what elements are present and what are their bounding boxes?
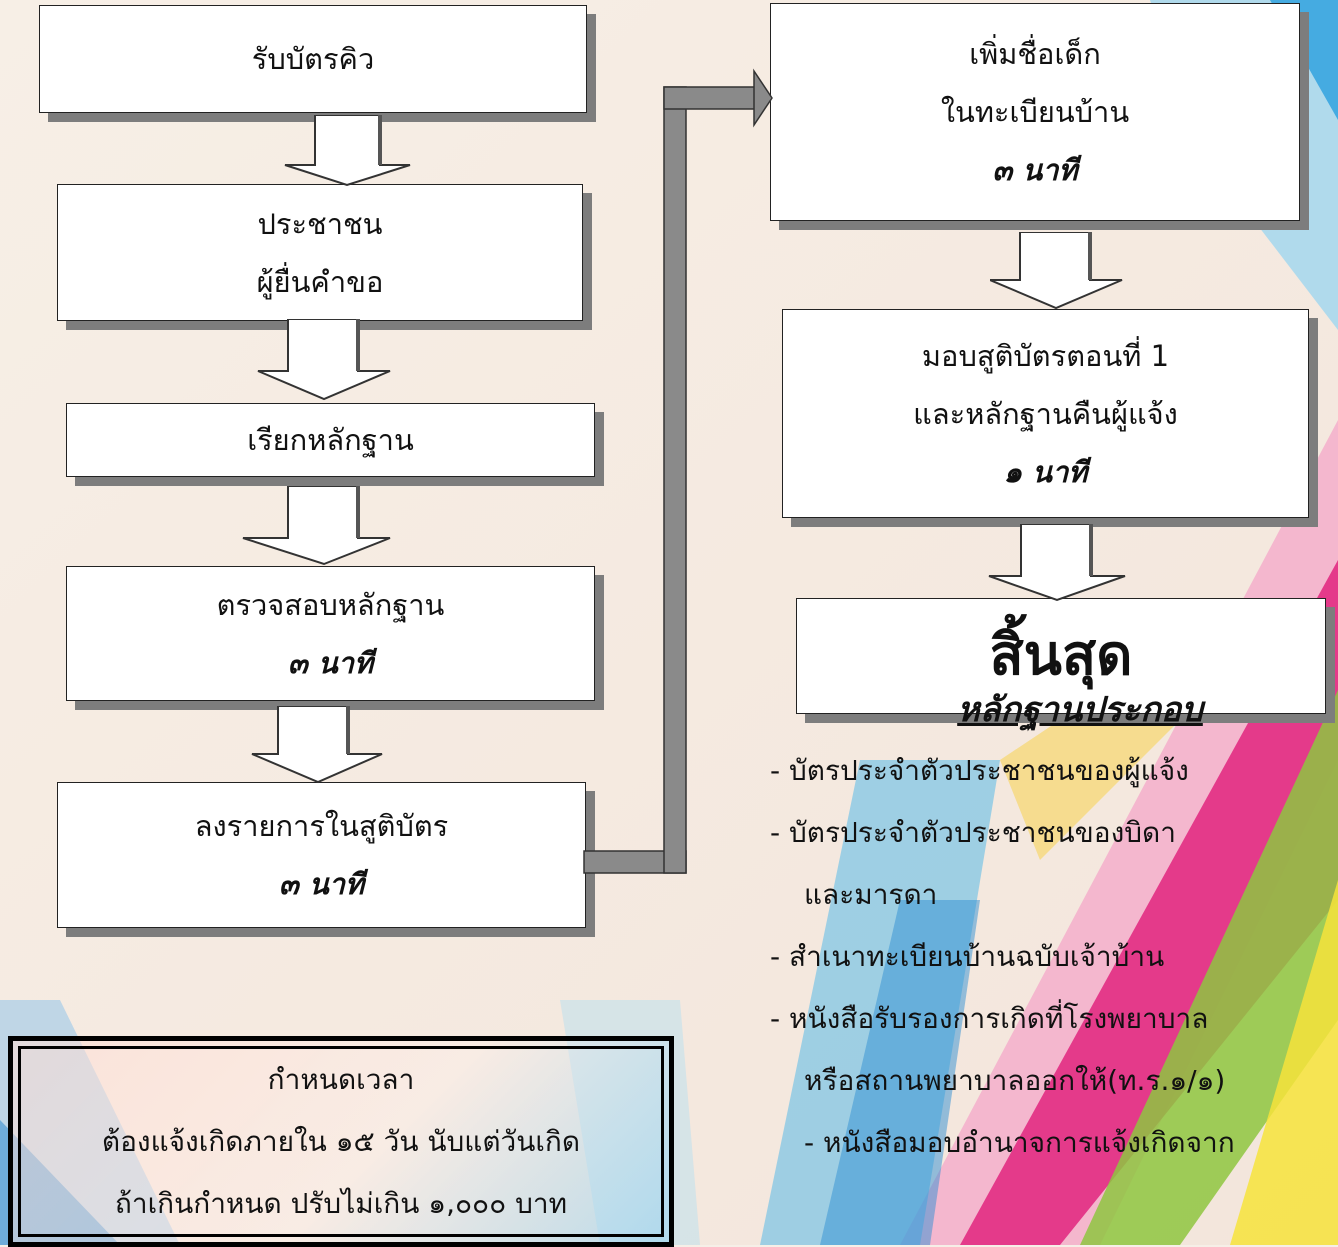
step-time: ๓ นาที <box>278 867 365 901</box>
step-time: ๓ นาที <box>287 645 374 680</box>
end-label: สิ้นสุด <box>989 623 1133 688</box>
step-get-queue <box>39 5 587 113</box>
step-request-evidence <box>66 403 595 477</box>
evidence-item: - บัตรประจำตัวประชาชนของผู้แจ้ง <box>770 754 1189 787</box>
down-arrow-icon <box>255 115 425 187</box>
evidence-item: หรือสถานพยาบาลออกให้(ท.ร.๑/๑) <box>804 1064 1226 1097</box>
down-arrow-icon <box>990 232 1160 310</box>
deadline-line: ถ้าเกินกำหนด ปรับไม่เกิน ๑,๐๐๐ บาท <box>114 1186 568 1220</box>
step-label: ลงรายการในสูติบัตร <box>194 809 449 843</box>
step-label: ประชาชน <box>257 206 383 241</box>
down-arrow-icon <box>240 706 410 784</box>
step-label: ผู้ยื่นคำขอ <box>256 264 384 299</box>
down-arrow-icon <box>985 524 1155 602</box>
down-arrow-icon <box>240 486 410 566</box>
step-label: และหลักฐานคืนผู้แจ้ง <box>913 396 1178 431</box>
evidence-item: - หนังสือมอบอำนาจการแจ้งเกิดจาก <box>804 1126 1235 1159</box>
step-label: มอบสูติบัตรตอนที่ 1 <box>921 338 1170 373</box>
step-record-certificate <box>57 782 586 928</box>
step-hand-over <box>782 309 1309 518</box>
evidence-item: - หนังสือรับรองการเกิดที่โรงพยาบาล <box>770 1002 1209 1035</box>
deadline-box <box>8 1036 674 1247</box>
deadline-line: ต้องแจ้งเกิดภายใน ๑๕ วัน นับแต่วันเกิด <box>101 1124 581 1158</box>
evidence-title: หลักฐานประกอบ <box>957 690 1203 730</box>
step-time: ๓ นาที <box>992 153 1078 187</box>
step-label: รับบัตรคิว <box>251 42 375 76</box>
connector-arrow-icon <box>580 65 780 880</box>
step-label: ตรวจสอบหลักฐาน <box>216 587 445 622</box>
step-add-child <box>770 3 1300 221</box>
step-applicant <box>57 184 583 321</box>
step-label: เรียกหลักฐาน <box>247 423 414 457</box>
step-check-evidence <box>66 566 595 701</box>
evidence-section <box>770 680 1330 1174</box>
deadline-title: กำหนดเวลา <box>267 1062 415 1096</box>
evidence-item: และมารดา <box>804 878 938 911</box>
step-label: เพิ่มชื่อเด็ก <box>969 37 1101 71</box>
step-label: ในทะเบียนบ้าน <box>940 95 1130 129</box>
down-arrow-icon <box>240 319 410 401</box>
evidence-item: - บัตรประจำตัวประชาชนของบิดา <box>770 816 1176 849</box>
step-time: ๑ นาที <box>1003 454 1088 489</box>
evidence-item: - สำเนาทะเบียนบ้านฉบับเจ้าบ้าน <box>770 940 1165 973</box>
